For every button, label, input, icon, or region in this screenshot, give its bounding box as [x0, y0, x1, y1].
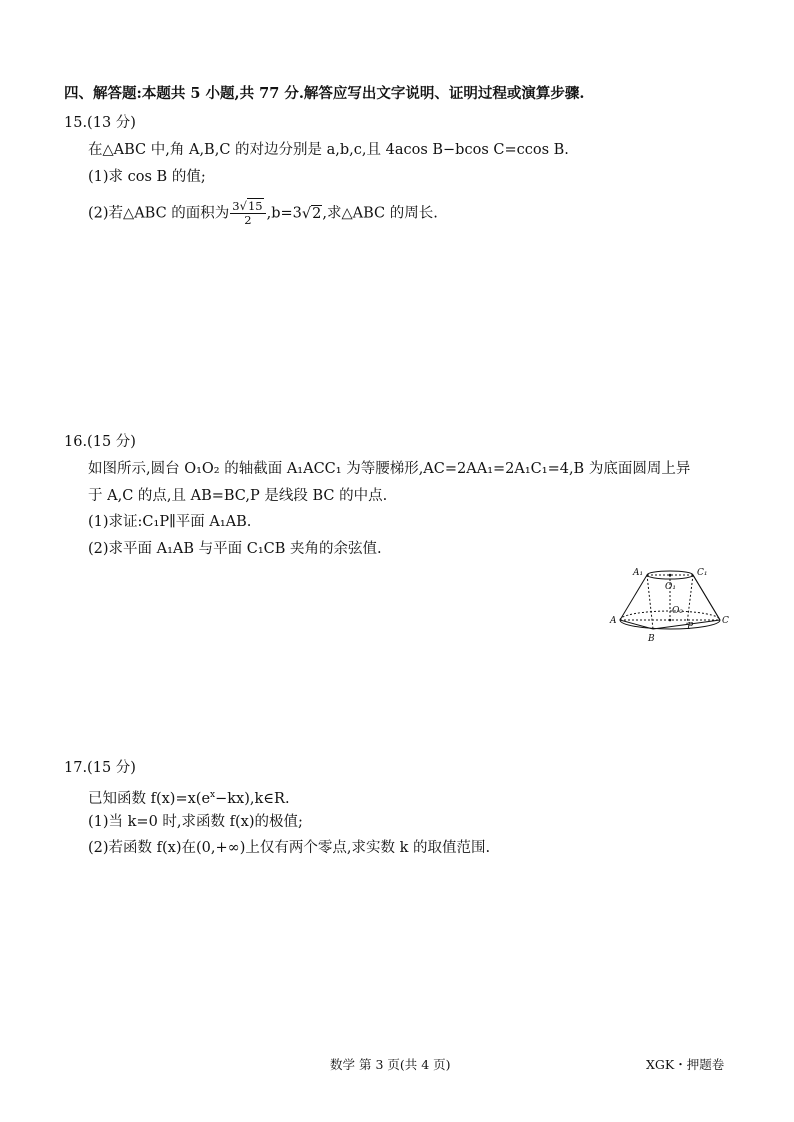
label-A1: A₁: [633, 568, 644, 578]
exp-x: x: [210, 790, 216, 800]
q17-stem: [88, 785, 290, 809]
edge-A1B: [647, 575, 653, 629]
center-O2-dot: [669, 619, 672, 622]
edge-AB: [620, 620, 653, 629]
radicand-2: 2: [312, 205, 322, 222]
label-O2: O₂: [672, 606, 683, 616]
center-O1-dot: [669, 574, 672, 577]
q17-part2: (2)若函数 f(x)在(0,+∞)上仅有两个零点,求实数 k 的取值范围.: [88, 840, 491, 856]
q15-stem: 在△ABC 中,角 A,B,C 的对边分别是 a,b,c,且 4acos B−bcos C=ccos B.: [88, 142, 569, 158]
label-C1: C₁: [697, 568, 708, 578]
sqrt-15: √15: [239, 199, 263, 213]
area-fraction: [230, 200, 265, 227]
q15-part2-post: ,求△ABC 的周长.: [322, 205, 438, 222]
q15-part1: (1)求 cos B 的值;: [88, 169, 206, 185]
exam-tag: XGK・押题卷: [646, 1057, 725, 1072]
q16-part1: (1)求证:C₁P∥平面 A₁AB.: [88, 514, 252, 530]
q15-number: 15.(13 分): [64, 115, 136, 131]
q16-stem-line2: 于 A,C 的点,且 AB=BC,P 是线段 BC 的中点.: [88, 488, 388, 504]
section-header: 四、解答题:本题共 5 小题,共 77 分.解答应写出文字说明、证明过程或演算步骤.: [64, 85, 585, 102]
frustum-figure: [606, 562, 736, 652]
q16-number: 16.(15 分): [64, 434, 136, 450]
side-left: [620, 575, 647, 620]
q17-part1: (1)当 k=0 时,求函数 f(x)的极值;: [88, 814, 303, 830]
label-B: B: [648, 634, 655, 644]
q17-number: 17.(15 分): [64, 760, 136, 776]
edge-C1C: [693, 575, 720, 620]
q17-stem-post: −kx),k∈R.: [215, 790, 290, 807]
label-O1: O₁: [665, 582, 676, 592]
edge-C1P: [687, 575, 693, 624]
q17-stem-pre: 已知函数 f(x)=x(e: [88, 790, 211, 807]
radicand-15: 15: [247, 199, 263, 213]
frac-coef: 3: [232, 199, 240, 213]
sqrt-2: √2: [301, 205, 322, 222]
frac-den: 2: [244, 213, 252, 227]
q15-part2-pre: (2)若△ABC 的面积为: [88, 205, 230, 222]
page-number: 数学 第 3 页(共 4 页): [330, 1057, 451, 1072]
label-C: C: [722, 616, 729, 626]
q15-part2-mid: ,b=3: [266, 205, 302, 222]
q16-stem-line1: 如图所示,圆台 O₁O₂ 的轴截面 A₁ACC₁ 为等腰梯形,AC=2AA₁=2A₁C₁=4,B 为底面圆周上异: [88, 461, 691, 477]
q16-part2: (2)求平面 A₁AB 与平面 C₁CB 夹角的余弦值.: [88, 541, 382, 557]
label-A: A: [610, 616, 617, 626]
q15-part2: [88, 200, 438, 227]
label-P: P: [687, 622, 694, 632]
